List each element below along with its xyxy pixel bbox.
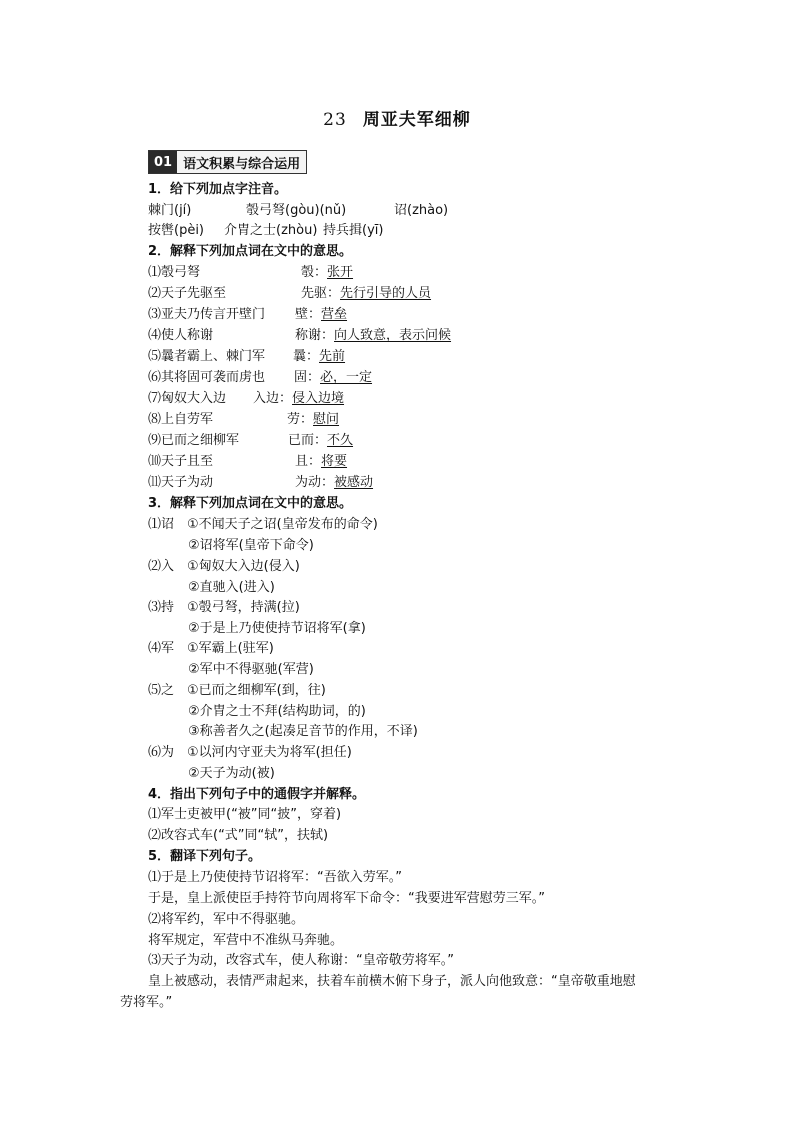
q3-line: ②介胄之士不拜(结构助词，的) <box>188 704 366 719</box>
q3-line: ②于是上乃使使持节诏将军(拿) <box>188 621 366 636</box>
q1-item: 按辔(pèi) <box>148 223 205 238</box>
q2-phrase: ⑻上自劳军 <box>148 412 214 427</box>
q2-answer: 劳：慰问 <box>287 412 340 427</box>
lesson-title: 周亚夫军细柳 <box>362 110 471 130</box>
q2-answer: 为动：被感动 <box>295 475 374 490</box>
q3-line: ⑷军 ①军霸上(驻军) <box>148 641 274 656</box>
q4-line: ⑴军士吏被甲(“被”同“披”，穿着) <box>148 807 342 822</box>
q5-translation: 皇上被感动，表情严肃起来，扶着车前横木俯下身子，派人向他致意：“皇帝敬重地慰 <box>148 974 636 989</box>
q5-translation: 劳将军。” <box>120 995 173 1010</box>
q3-heading: 3．解释下列加点词在文中的意思。 <box>148 496 353 511</box>
q3-line: ⑶持 ①彀弓弩，持满(拉) <box>148 600 300 615</box>
q1-item: 棘门(jí) <box>148 203 192 218</box>
q2-phrase: ⑾天子为动 <box>148 475 214 490</box>
q3-line: ②天子为动(被) <box>188 766 275 781</box>
q5-sentence: ⑴于是上乃使使持节诏将军：“吾欲入劳军。” <box>148 870 402 885</box>
q2-answer: 入边：侵入边境 <box>253 391 345 406</box>
q5-sentence: ⑵将军约，军中不得驱驰。 <box>148 912 305 927</box>
q3-line: ③称善者久之(起凑足音节的作用，不译) <box>188 724 418 739</box>
q1-heading: 1．给下列加点字注音。 <box>148 182 288 197</box>
q4-heading: 4．指出下列句子中的通假字并解释。 <box>148 787 366 802</box>
q2-answer: 曩：先前 <box>293 349 346 364</box>
q2-phrase: ⑼已而之细柳军 <box>148 433 240 448</box>
q5-translation: 于是，皇上派使臣手持符节向周将军下命令：“我要进军营慰劳三军。” <box>148 891 545 906</box>
q2-phrase: ⑸曩者霸上、棘门军 <box>148 349 266 364</box>
section-label: 语文积累与综合运用 <box>177 151 306 173</box>
q2-phrase: ⑹其将固可袭而虏也 <box>148 370 266 385</box>
q2-answer: 彀：张开 <box>301 265 354 280</box>
q2-phrase: ⑵天子先驱至 <box>148 286 227 301</box>
q2-phrase: ⑴彀弓弩 <box>148 265 201 280</box>
section-header <box>148 150 307 174</box>
q1-item: 彀弓弩(gòu)(nǔ) <box>246 203 347 218</box>
section-number: 01 <box>149 151 177 173</box>
q5-heading: 5．翻译下列句子。 <box>148 849 262 864</box>
lesson-number: 23 <box>323 110 347 130</box>
q3-line: ⑵入 ①匈奴大入边(侵入) <box>148 559 300 574</box>
q2-phrase: ⑶亚夫乃传言开壁门 <box>148 307 266 322</box>
q2-answer: 壁：营垒 <box>295 307 348 322</box>
q3-line: ⑹为 ①以河内守亚夫为将军(担任) <box>148 745 352 760</box>
q1-item: 持兵揖(yī) <box>323 223 384 238</box>
q3-line: ②直驰入(进入) <box>188 580 275 595</box>
q3-line: ②诏将军(皇帝下命令) <box>188 538 314 553</box>
q1-item: 介胄之士(zhòu) <box>224 223 318 238</box>
q2-answer: 已而：不久 <box>288 433 354 448</box>
page-title <box>0 105 794 130</box>
q2-phrase: ⑽天子且至 <box>148 454 214 469</box>
q5-sentence: ⑶天子为动，改容式车，使人称谢：“皇帝敬劳将军。” <box>148 953 454 968</box>
q2-answer: 先驱：先行引导的人员 <box>301 286 432 301</box>
q4-line: ⑵改容式车(“式”同“轼”，扶轼) <box>148 828 329 843</box>
q5-translation: 将军规定，军营中不准纵马奔驰。 <box>148 933 344 948</box>
q2-phrase: ⑷使人称谢 <box>148 328 214 343</box>
q2-answer: 且：将要 <box>295 454 348 469</box>
q2-answer: 固：必，一定 <box>294 370 373 385</box>
q3-line: ⑸之 ①已而之细柳军(到，往) <box>148 683 326 698</box>
q3-line: ②军中不得驱驰(军营) <box>188 662 314 677</box>
q2-answer: 称谢：向人致意，表示问候 <box>295 328 452 343</box>
q1-item: 诏(zhào) <box>394 203 449 218</box>
q2-phrase: ⑺匈奴大入边 <box>148 391 227 406</box>
q3-line: ⑴诏 ①不闻天子之诏(皇帝发布的命令) <box>148 517 378 532</box>
q2-heading: 2．解释下列加点词在文中的意思。 <box>148 244 353 259</box>
